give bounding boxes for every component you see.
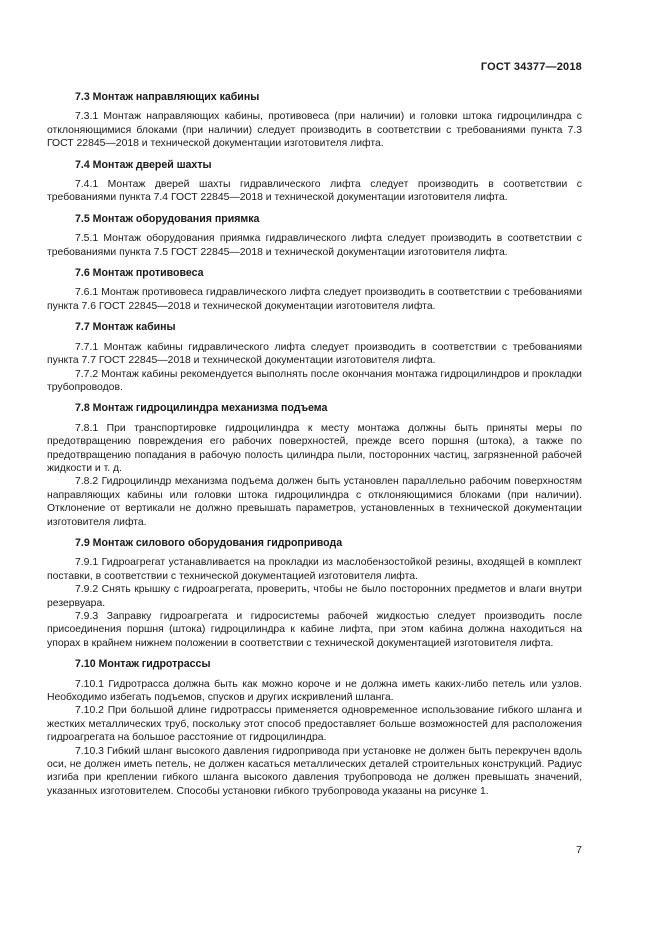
- paragraph: 7.10.3 Гибкий шланг высокого давления гидропривода при установке не должен быть перекручен вдоль оси, не должен иметь петель, не должен касаться металлических деталей строительных конструкций. Радиус изгиба при креплении гибкого шланга высокого давления трубопровода не должен превышать значений, указанных изготовителем. Способы установки гибкого трубопровода указаны на рисунке 1.: [47, 745, 582, 797]
- section-title: 7.4 Монтаж дверей шахты: [75, 158, 212, 171]
- section-title: 7.7 Монтаж кабины: [75, 321, 176, 334]
- section-7-7: [47, 321, 582, 394]
- paragraph: 7.3.1 Монтаж направляющих кабины, противовеса (при наличии) и головки штока гидроцилиндра с отклоняющимися блоками (при наличии) следует производить в соответствии с требованиями пункта 7.3 ГОСТ 22845—2018 и технической документации изготовителя лифта.: [47, 111, 582, 150]
- section-title: 7.5 Монтаж оборудования приямка: [75, 212, 260, 225]
- section-title: 7.9 Монтаж силового оборудования гидропривода: [75, 536, 343, 549]
- paragraph: 7.8.1 При транспортировке гидроцилиндра к месту монтажа должны быть приняты меры по предотвращению повреждения его рабочих поверхностей, прежде всего поршня (штока), а также по предотвращению попадания в рабочую полость цилиндра пыли, посторонних частиц, загрязненной рабочей жидкости и т. д.: [47, 422, 582, 474]
- section-7-4: [47, 159, 582, 205]
- paragraph: 7.5.1 Монтаж оборудования приямка гидравлического лифта следует производить в соответствии с требованиями пункта 7.5 ГОСТ 22845—2018 и технической документации изготовителя лифта.: [47, 233, 582, 258]
- standard-designation: ГОСТ 34377—2018: [480, 61, 582, 73]
- paragraph: 7.6.1 Монтаж противовеса гидравлического лифта следует производить в соответствии с требованиями пункта 7.6 ГОСТ 22845—2018 и технической документации изготовителя лифта.: [47, 287, 582, 312]
- paragraph: 7.8.2 Гидроцилиндр механизма подъема должен быть установлен параллельно рабочим поверхностям направляющих кабины или головки штока гидроцилиндра с отклоняющимися блоками (при наличии). Отклонение от вертикали не должно превышать параметров, установленных в технической документации изготовителя лифта.: [47, 476, 582, 528]
- paragraph: 7.10.1 Гидротрасса должна быть как можно короче и не должна иметь каких-либо петель или узлов. Необходимо избегать подъемов, спусков и других искривлений шланга.: [47, 678, 582, 704]
- page-number: 7: [576, 844, 582, 856]
- paragraph: 7.10.2 При большой длине гидротрассы применяется одновременное использование гибкого шланга и жестких металлических труб, поскольку этот способ предоставляет больше возможностей для расположения гидроагрегата на большое расстояние от гидроцилиндра.: [47, 705, 582, 744]
- section-7-6: [47, 267, 582, 313]
- section-7-9: [47, 537, 582, 650]
- section-7-10: [47, 658, 582, 798]
- section-title: 7.8 Монтаж гидроцилиндра механизма подъема: [75, 402, 328, 415]
- section-7-3: [47, 91, 582, 151]
- paragraph: 7.4.1 Монтаж дверей шахты гидравлического лифта следует производить в соответствии с требованиями пункта 7.4 ГОСТ 22845—2018 и технической документации изготовителя лифта.: [47, 179, 582, 204]
- paragraph: 7.9.2 Снять крышку с гидроагрегата, проверить, чтобы не было посторонних предметов и влаги внутри резервуара.: [47, 584, 582, 609]
- document-body: [47, 91, 582, 806]
- paragraph: 7.7.2 Монтаж кабины рекомендуется выполнять после окончания монтажа гидроцилиндров и прокладки трубопроводов.: [47, 368, 582, 393]
- section-title: 7.6 Монтаж противовеса: [75, 267, 204, 280]
- section-title: 7.3 Монтаж направляющих кабины: [75, 91, 260, 103]
- paragraph: 7.7.1 Монтаж кабины гидравлического лифта следует производить в соответствии с требованиями пункта 7.7 ГОСТ 22845—2018 и технической документации изготовителя лифта.: [47, 341, 582, 367]
- section-7-5: [47, 213, 582, 259]
- paragraph: 7.9.3 Заправку гидроагрегата и гидросистемы рабочей жидкостью следует производить после присоединения поршня (штока) гидроцилиндра к кабине лифта, при этом кабина должна находиться на упорах в крайнем нижнем положении в соответствии с технической документацией изготовителя лифта.: [47, 611, 582, 649]
- section-7-8: [47, 402, 582, 529]
- paragraph: 7.9.1 Гидроагрегат устанавливается на прокладки из маслобензостойкой резины, входящей в комплект поставки, в соответствии с технической документацией изготовителя лифта.: [47, 557, 582, 582]
- section-title: 7.10 Монтаж гидротрассы: [75, 658, 211, 671]
